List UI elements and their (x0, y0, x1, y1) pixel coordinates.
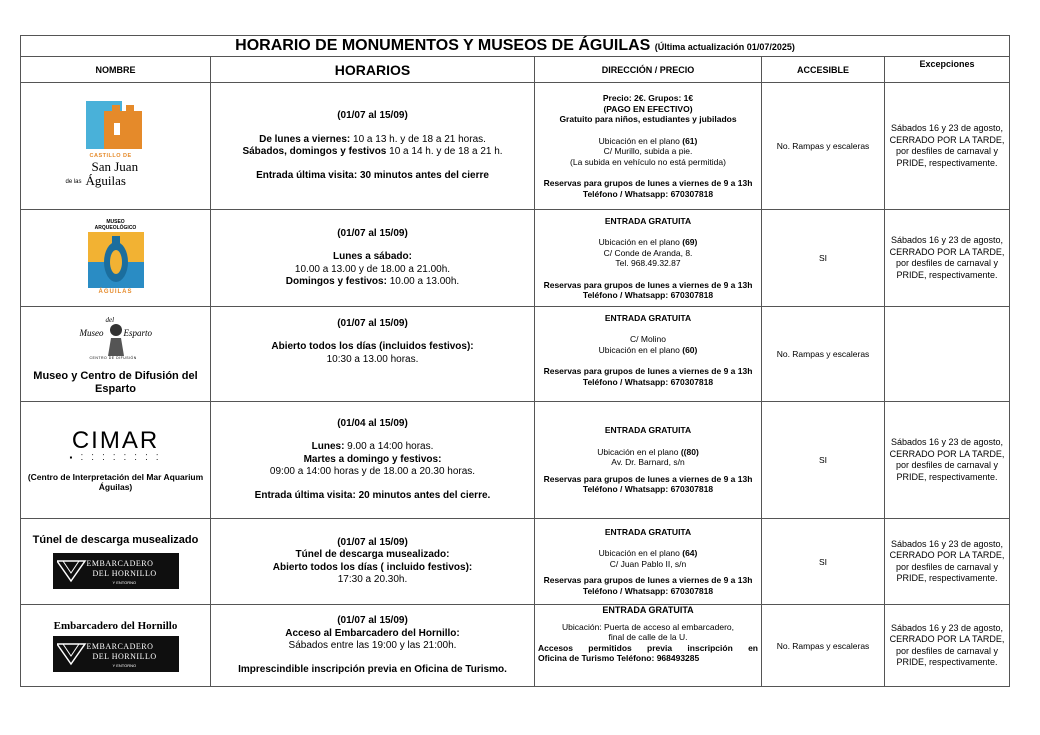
address: C/ Murillo, subida a pie. (603, 146, 693, 156)
price: Precio: 2€. Grupos: 1€ (602, 93, 694, 103)
schedule-table (20, 35, 1010, 687)
exception-cell: Sábados 16 y 23 de agosto, CERRADO POR LA TARDE, por desfiles de carnaval y PRIDE, respectivamente. (885, 402, 1010, 519)
schedule-day: Abierto todos los días (incluidos festivos): (271, 341, 474, 353)
location-number: (61) (682, 135, 698, 146)
accesible-cell: SI (762, 402, 885, 519)
table-row (21, 210, 1010, 307)
logo-text: Y ENTORNO (112, 662, 137, 668)
header-nombre: NOMBRE (21, 57, 211, 83)
direccion-cell (535, 307, 762, 402)
location-label: Ubicación en el plano (598, 548, 683, 559)
accesible-cell: SI (762, 210, 885, 307)
location-label: Ubicación en el plano (598, 344, 683, 355)
schedule-title: Acceso al Embarcadero del Hornillo: (285, 627, 460, 639)
page-title: HORARIO DE MONUMENTOS Y MUSEOS DE ÁGUILAS (235, 37, 651, 54)
schedule-hours: 10 a 14 h. y de 18 a 21 h. (386, 146, 503, 157)
exception-cell: Sábados 16 y 23 de agosto, CERRADO POR LA TARDE, por desfiles de carnaval y PRIDE, respectivamente. (885, 83, 1010, 210)
schedule-hours: 10.00 a 13.00h. (386, 276, 460, 287)
entry-price: ENTRADA GRATUITA (604, 312, 692, 323)
table-row (21, 402, 1010, 519)
reservas-phone: Teléfono / Whatsapp: 670307818 (582, 376, 714, 387)
reservas-phone: Teléfono / Whatsapp: 670307818 (582, 290, 714, 300)
location-label: Ubicación en el plano (598, 237, 683, 247)
period: (01/07 al 15/09) (337, 615, 408, 626)
location-number: ((80) (680, 446, 699, 457)
logo-text: EMBARCADERO (86, 559, 154, 568)
entry-price: ENTRADA GRATUITA (604, 215, 692, 226)
accesible-cell: No. Rampas y escaleras (762, 307, 885, 402)
registration-note: Imprescindible inscripción previa en Oficina de Turismo. (238, 663, 507, 675)
update-date: (Última actualización 01/07/2025) (654, 42, 795, 52)
phone: Tel. 968.49.32.87 (615, 258, 681, 268)
address: final de calle de la U. (608, 632, 688, 642)
schedule-hours: 17:30 a 20.30h. (337, 574, 408, 585)
horarios-cell (211, 307, 535, 402)
schedule-hours: 9.00 a 14:00 horas. (344, 441, 434, 453)
castillo-logo-cell (21, 83, 211, 210)
location-number: (64) (682, 548, 698, 559)
table-row (21, 519, 1010, 605)
reservas-line: Reservas para grupos de lunes a viernes de 9 a 13h (543, 279, 753, 290)
address: C/ Juan Pablo II, s/n (609, 558, 687, 569)
logo-text: San Juan (91, 159, 139, 174)
header-horarios: HORARIOS (211, 57, 535, 83)
direccion-cell (535, 402, 762, 519)
castle-icon (86, 101, 146, 151)
reservas-line: Reservas para grupos de lunes a viernes de 9 a 13h (543, 575, 753, 586)
address: Av. Dr. Barnard, s/n (611, 457, 685, 468)
exception-cell: Sábados 16 y 23 de agosto, CERRADO POR LA TARDE, por desfiles de carnaval y PRIDE, respectivamente. (885, 605, 1010, 687)
museum-name: Museo y Centro de Difusión del Esparto (33, 370, 198, 395)
table-row (21, 83, 1010, 210)
cimar-dots-icon: ▪ ⁚ ⁚ ⁚ ⁚ ⁚ ⁚ ⁚ ⁚ (69, 452, 162, 462)
title-cell (21, 36, 1010, 57)
header-direccion: DIRECCIÓN / PRECIO (535, 57, 762, 83)
accesible-cell: No. Rampas y escaleras (762, 605, 885, 687)
table-row (21, 307, 1010, 402)
schedule-day: De lunes a viernes: (259, 133, 351, 145)
schedule-hours: Sábados entre las 19:00 y las 21:00h. (288, 640, 457, 651)
schedule-day: Sábados, domingos y festivos (242, 146, 387, 157)
logo-text: de las (65, 179, 82, 185)
reservas-line: Reservas para grupos de lunes a viernes de 9 a 13h (543, 366, 753, 377)
location-label: Ubicación en el plano (597, 446, 681, 457)
address: C/ Molino (630, 334, 666, 345)
logo-text: MUSEO (106, 219, 125, 225)
logo-text: CASTILLO DE (89, 153, 132, 159)
period: (01/07 al 15/09) (337, 110, 408, 121)
address-note: (La subida en vehículo no está permitida) (570, 156, 726, 167)
logo-text: ARQUEOLÓGICO (94, 225, 137, 231)
reservas-phone: Teléfono / Whatsapp: 670307818 (582, 484, 714, 495)
logo-text: Y ENTORNO (112, 580, 137, 585)
embarcadero-cell (21, 605, 211, 687)
location-number: (60) (682, 344, 698, 355)
access-note: Accesos permitidos previa inscripción en (538, 642, 758, 653)
horarios-cell (211, 519, 535, 605)
logo-text: EMBARCADERO (86, 641, 154, 651)
accesible-cell: No. Rampas y escaleras (762, 83, 885, 210)
logo-text: Águilas (85, 173, 126, 188)
arqueologico-logo (84, 219, 148, 297)
schedule-day: Lunes: (311, 441, 345, 453)
last-entry-note: Entrada última visita: 30 minutos antes del cierre (256, 169, 489, 181)
cimar-logo: CIMAR (71, 426, 160, 454)
horarios-cell (211, 83, 535, 210)
schedule-title: Túnel de descarga musealizado: (295, 549, 450, 560)
museum-name: Túnel de descarga musealizado (32, 534, 199, 546)
esparto-cell (21, 307, 211, 402)
logo-text: del (105, 316, 115, 324)
cimar-cell (21, 402, 211, 519)
free-note: Gratuito para niños, estudiantes y jubilados (559, 114, 737, 124)
logo-text: DEL HORNILLO (92, 651, 157, 661)
location-number: (69) (682, 237, 698, 247)
schedule-hours: 10.00 a 13.00 y de 18.00 a 21.00h. (294, 263, 451, 275)
embarcadero-icon (57, 557, 87, 583)
period: (01/04 al 15/09) (337, 417, 408, 429)
exception-cell: Sábados 16 y 23 de agosto, CERRADO POR LA TARDE, por desfiles de carnaval y PRIDE, respectivamente. (885, 210, 1010, 307)
period: (01/07 al 15/09) (337, 227, 408, 239)
embarcadero-logo (53, 553, 179, 589)
logo-text: DEL HORNILLO (92, 569, 157, 578)
schedule-day: Lunes a sábado: (333, 251, 412, 262)
schedule-day: Domingos y festivos: (285, 276, 387, 287)
horarios-cell (211, 402, 535, 519)
direccion-cell (535, 605, 762, 687)
direccion-cell (535, 83, 762, 210)
logo-text: Museo (79, 328, 104, 338)
direccion-cell (535, 210, 762, 307)
horarios-cell (211, 210, 535, 307)
amphora-icon (88, 232, 144, 288)
museum-name: Embarcadero del Hornillo (53, 619, 178, 632)
arqueologico-logo-cell (21, 210, 211, 307)
schedule-hours: 10:30 a 13.00 horas. (326, 353, 419, 365)
exception-cell: Sábados 16 y 23 de agosto, CERRADO POR LA TARDE, por desfiles de carnaval y PRIDE, respectivamente. (885, 519, 1010, 605)
logo-text: ÁGUILAS (98, 289, 133, 295)
logo-text: CENTRO DE DIFUSIÓN (89, 356, 137, 360)
address: Ubicación: Puerta de acceso al embarcadero, (562, 621, 734, 632)
period: (01/07 al 15/09) (337, 317, 408, 329)
embarcadero-logo (53, 636, 179, 672)
reservas-line: Reservas para grupos de lunes a viernes de 9 a 13h (543, 473, 753, 484)
location-label: Ubicación en el plano (598, 135, 683, 146)
castillo-logo (66, 101, 166, 191)
direccion-cell (535, 519, 762, 605)
header-accesible: ACCESIBLE (762, 57, 885, 83)
museum-name: (Centro de Interpretación del Mar Aquarium Águilas) (27, 471, 204, 492)
access-phone: Oficina de Turismo Teléfono: 968493285 (538, 653, 700, 663)
tunel-cell (21, 519, 211, 605)
accesible-cell: SI (762, 519, 885, 605)
payment-note: (PAGO EN EFECTIVO) (603, 103, 693, 114)
schedule-day: Martes a domingo y festivos: (303, 453, 442, 465)
schedule-day: Abierto todos los días ( incluido festivos): (272, 561, 473, 573)
table-row (21, 605, 1010, 687)
esparto-logo (76, 312, 156, 362)
header-excepciones: Excepciones (885, 57, 1010, 83)
entry-price: ENTRADA GRATUITA (604, 425, 692, 436)
period: (01/07 al 15/09) (337, 536, 408, 548)
embarcadero-icon (57, 640, 87, 666)
exception-cell-empty (885, 307, 1010, 402)
logo-text: Esparto (123, 328, 153, 338)
reservas-phone: Teléfono / Whatsapp: 670307818 (582, 188, 714, 199)
last-entry-note: Entrada última visita: 20 minutos antes del cierre. (254, 489, 491, 501)
schedule-hours: 09:00 a 14:00 horas y de 18.00 a 20.30 horas. (269, 466, 476, 478)
entry-price: ENTRADA GRATUITA (602, 605, 694, 615)
address: C/ Conde de Aranda, 8. (603, 247, 693, 258)
entry-price: ENTRADA GRATUITA (604, 526, 692, 537)
horarios-cell (211, 605, 535, 687)
reservas-phone: Teléfono / Whatsapp: 670307818 (582, 585, 714, 596)
schedule-hours: 10 a 13 h. y de 18 a 21 horas. (350, 133, 486, 145)
reservas-line: Reservas para grupos de lunes a viernes de 9 a 13h (543, 178, 753, 188)
